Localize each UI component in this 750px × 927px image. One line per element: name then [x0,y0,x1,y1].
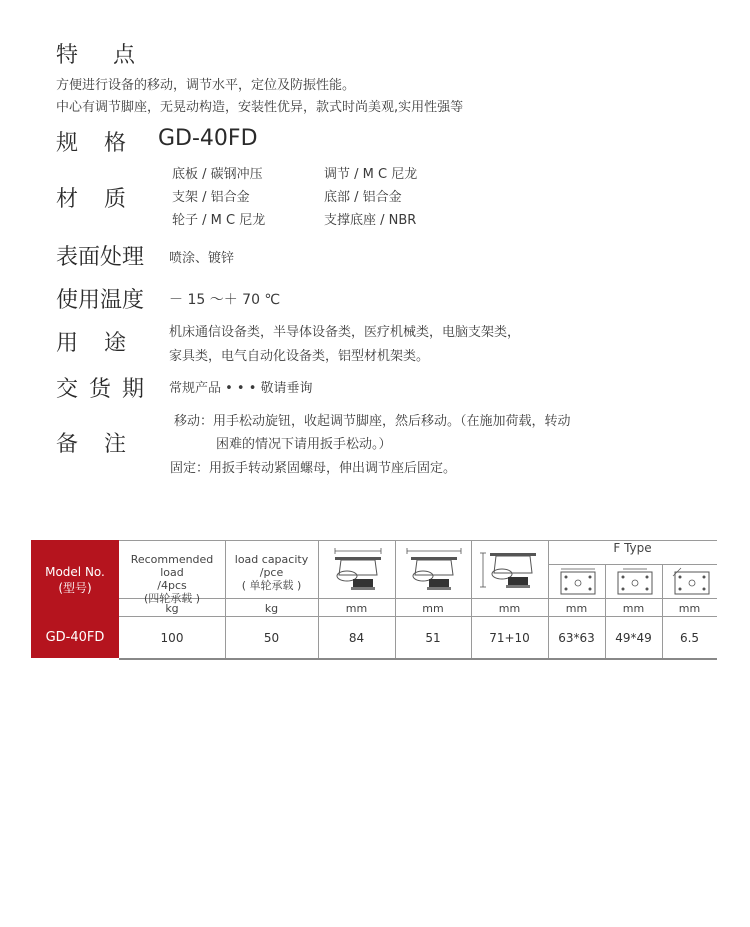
features-heading: 特 点 [56,43,137,68]
temperature-value: － 15 ～＋ 70 ℃ [169,292,281,308]
remarks-label: 备 注 [56,432,129,457]
adjust-height-diagram [478,545,544,595]
unit-cell: mm [565,602,588,615]
feature-line-2: 中心有调节脚座，无晃动构造，安装性优异，款式时尚美观,实用性强等 [56,100,464,115]
usage-line-2: 家具类，电气自动化设备类，铝型材机架类。 [169,349,430,364]
col-recommended-load [119,553,225,605]
value-cell: 84 [348,631,365,645]
header-line: Recommended load [130,553,214,579]
header-line: ( 单轮承载 ) [241,579,302,592]
delivery-value: 常规产品 • • • 敬请垂询 [169,381,313,396]
spec-label: 规 格 [56,131,129,156]
remarks-line-1: 移动：用手松动旋钮，收起调节脚座，然后移动。（在施加荷载，转动 [174,414,571,429]
hole-pitch-diagram [612,567,658,597]
value-cell: 100 [160,631,184,645]
unit-cell: mm [622,602,645,615]
plate-size-diagram [555,567,601,597]
height-dimension-diagram [327,545,389,595]
material-item: 支撑底座 / NBR [324,213,417,228]
material-label: 材 质 [56,187,129,212]
model-cell [31,540,119,658]
material-item: 调节 / M C 尼龙 [324,167,418,182]
model-header-en: Model No. [45,565,105,579]
header-line: /pce [259,566,284,579]
col-load-capacity [225,553,318,592]
material-item: 支架 / 铝合金 [172,190,250,205]
value-cell: 71+10 [489,631,530,645]
value-cell: 51 [425,631,441,645]
unit-cell: mm [678,602,701,615]
table-rule-values [119,616,717,617]
remarks-line-2: 困难的情况下请用扳手松动。） [216,437,392,452]
usage-label: 用 途 [56,331,129,356]
value-cell: 50 [263,631,280,645]
temperature-label: 使用温度 [56,288,145,313]
value-cell: 49*49 [615,631,652,645]
spec-table [31,540,717,660]
material-item: 轮子 / M C 尼龙 [172,213,266,228]
unit-cell: mm [498,602,521,615]
delivery-label: 交 货 期 [56,377,146,402]
model-header-cn: (型号) [58,581,92,595]
ftype-rule [548,564,717,565]
unit-cell: mm [345,602,368,615]
surface-label: 表面处理 [56,245,145,270]
remarks-line-3: 固定：用扳手转动紧固螺母，伸出调节座后固定。 [170,461,457,476]
unit-cell: kg [264,602,279,615]
model-value: GD-40FD [45,630,105,645]
surface-value: 喷涂、镀锌 [169,251,235,266]
spec-model: GD-40FD [158,126,258,151]
feature-line-1: 方便进行设备的移动，调节水平，定位及防振性能。 [56,78,356,93]
unit-cell: kg [165,602,179,615]
hole-diameter-diagram [669,567,715,597]
f-type-title: F Type [613,541,652,555]
width-dimension-diagram [403,545,465,595]
value-cell: 6.5 [679,631,700,645]
table-rule-bottom [119,658,717,660]
unit-cell: mm [422,602,444,615]
header-line: /4pcs [157,579,187,592]
header-line: (四轮承载 ) [143,592,201,605]
material-item: 底板 / 碳钢冲压 [172,167,263,182]
header-line: load capacity [234,553,309,566]
material-item: 底部 / 铝合金 [324,190,402,205]
value-cell: 63*63 [558,631,595,645]
usage-line-1: 机床通信设备类，半导体设备类，医疗机械类，电脑支架类， [169,325,521,340]
